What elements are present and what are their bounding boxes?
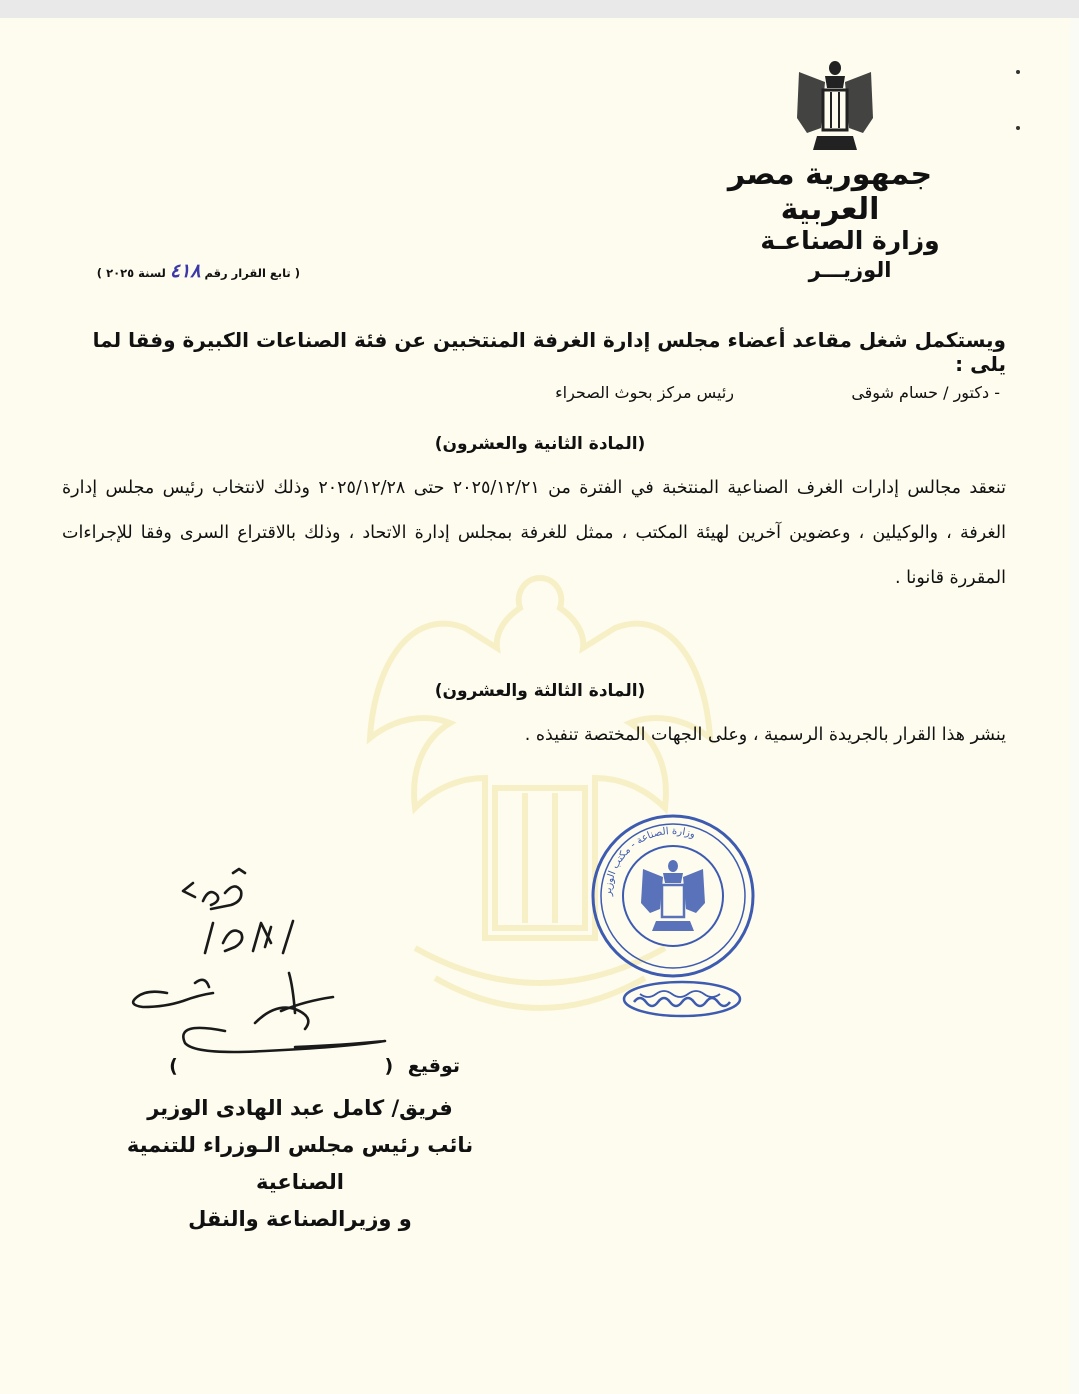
article-22-body: تنعقد مجالس إدارات الغرف الصناعية المنتخبة في الفترة من ٢٠٢٥/١٢/٢١ حتى ٢٠٢٥/١٢/٢٨ وذلك لانتخاب رئيس مجلس إدارة الغرفة ، والوكيلين ، وعضوين آخرين لهيئة المكتب ، ممثل للغرفة بمجلس إدارة الاتحاد ، وذلك بالاقتراع السرى وفقا للإجراءات المقررة قانونا . xyxy=(62,478,1007,588)
member-entry xyxy=(300,383,1000,402)
eagle-emblem-icon xyxy=(795,58,875,158)
decree-page xyxy=(0,18,1070,1394)
scan-mark xyxy=(1016,70,1020,74)
member-bullet: - xyxy=(994,383,1000,402)
member-title: رئيس مركز بحوث الصحراء xyxy=(555,383,735,402)
member-name: دكتور / حسام شوقى xyxy=(851,383,990,402)
ministry-name: وزارة الصناعـة xyxy=(760,226,940,255)
signatory-position: نائب رئيس مجلس الـوزراء للتنمية الصناعية xyxy=(126,1133,474,1194)
viewer-top-bar xyxy=(0,0,1079,18)
seal-ring-text: وزارة الصناعة - مكتب الوزير xyxy=(602,825,697,897)
signature-line xyxy=(100,1055,460,1077)
country-name: جمهورية مصر العربية xyxy=(727,157,933,227)
reference-prefix: ( تابع القرار رقم xyxy=(204,266,300,280)
letterhead xyxy=(700,158,960,282)
page-edge xyxy=(1070,18,1079,1394)
intro-paragraph: ويستكمل شغل مقاعد أعضاء مجلس إدارة الغرفة المنتخبين عن فئة الصناعات الكبيرة وفقا لما يلى : xyxy=(92,328,1006,376)
minister-title: الوزيـــر xyxy=(808,257,892,282)
signature-open-paren: ( xyxy=(384,1055,394,1077)
signatory-name: فريق/ كامل عبد الهادى الوزير xyxy=(147,1096,453,1120)
scan-mark xyxy=(1016,126,1020,130)
oval-stamp-icon xyxy=(620,978,745,1020)
article-23-body: ينشر هذا القرار بالجريدة الرسمية ، وعلى الجهات المختصة تنفيذه . xyxy=(524,725,1006,745)
handwritten-signature-icon xyxy=(105,863,405,1063)
reference-number: ٤١٨ xyxy=(169,260,201,282)
signatory-block xyxy=(80,1090,520,1238)
decree-reference xyxy=(60,260,300,282)
article-22-heading: (المادة الثانية والعشرون) xyxy=(434,434,646,454)
official-seal-icon xyxy=(588,811,758,981)
signature-close-paren: ) xyxy=(169,1055,178,1077)
signature-label: توقيع xyxy=(407,1055,460,1077)
reference-year: لسنة ٢٠٢٥ ) xyxy=(96,266,166,280)
article-23-heading: (المادة الثالثة والعشرون) xyxy=(434,681,646,701)
signatory-ministry: و وزيرالصناعة والنقل xyxy=(188,1207,412,1231)
